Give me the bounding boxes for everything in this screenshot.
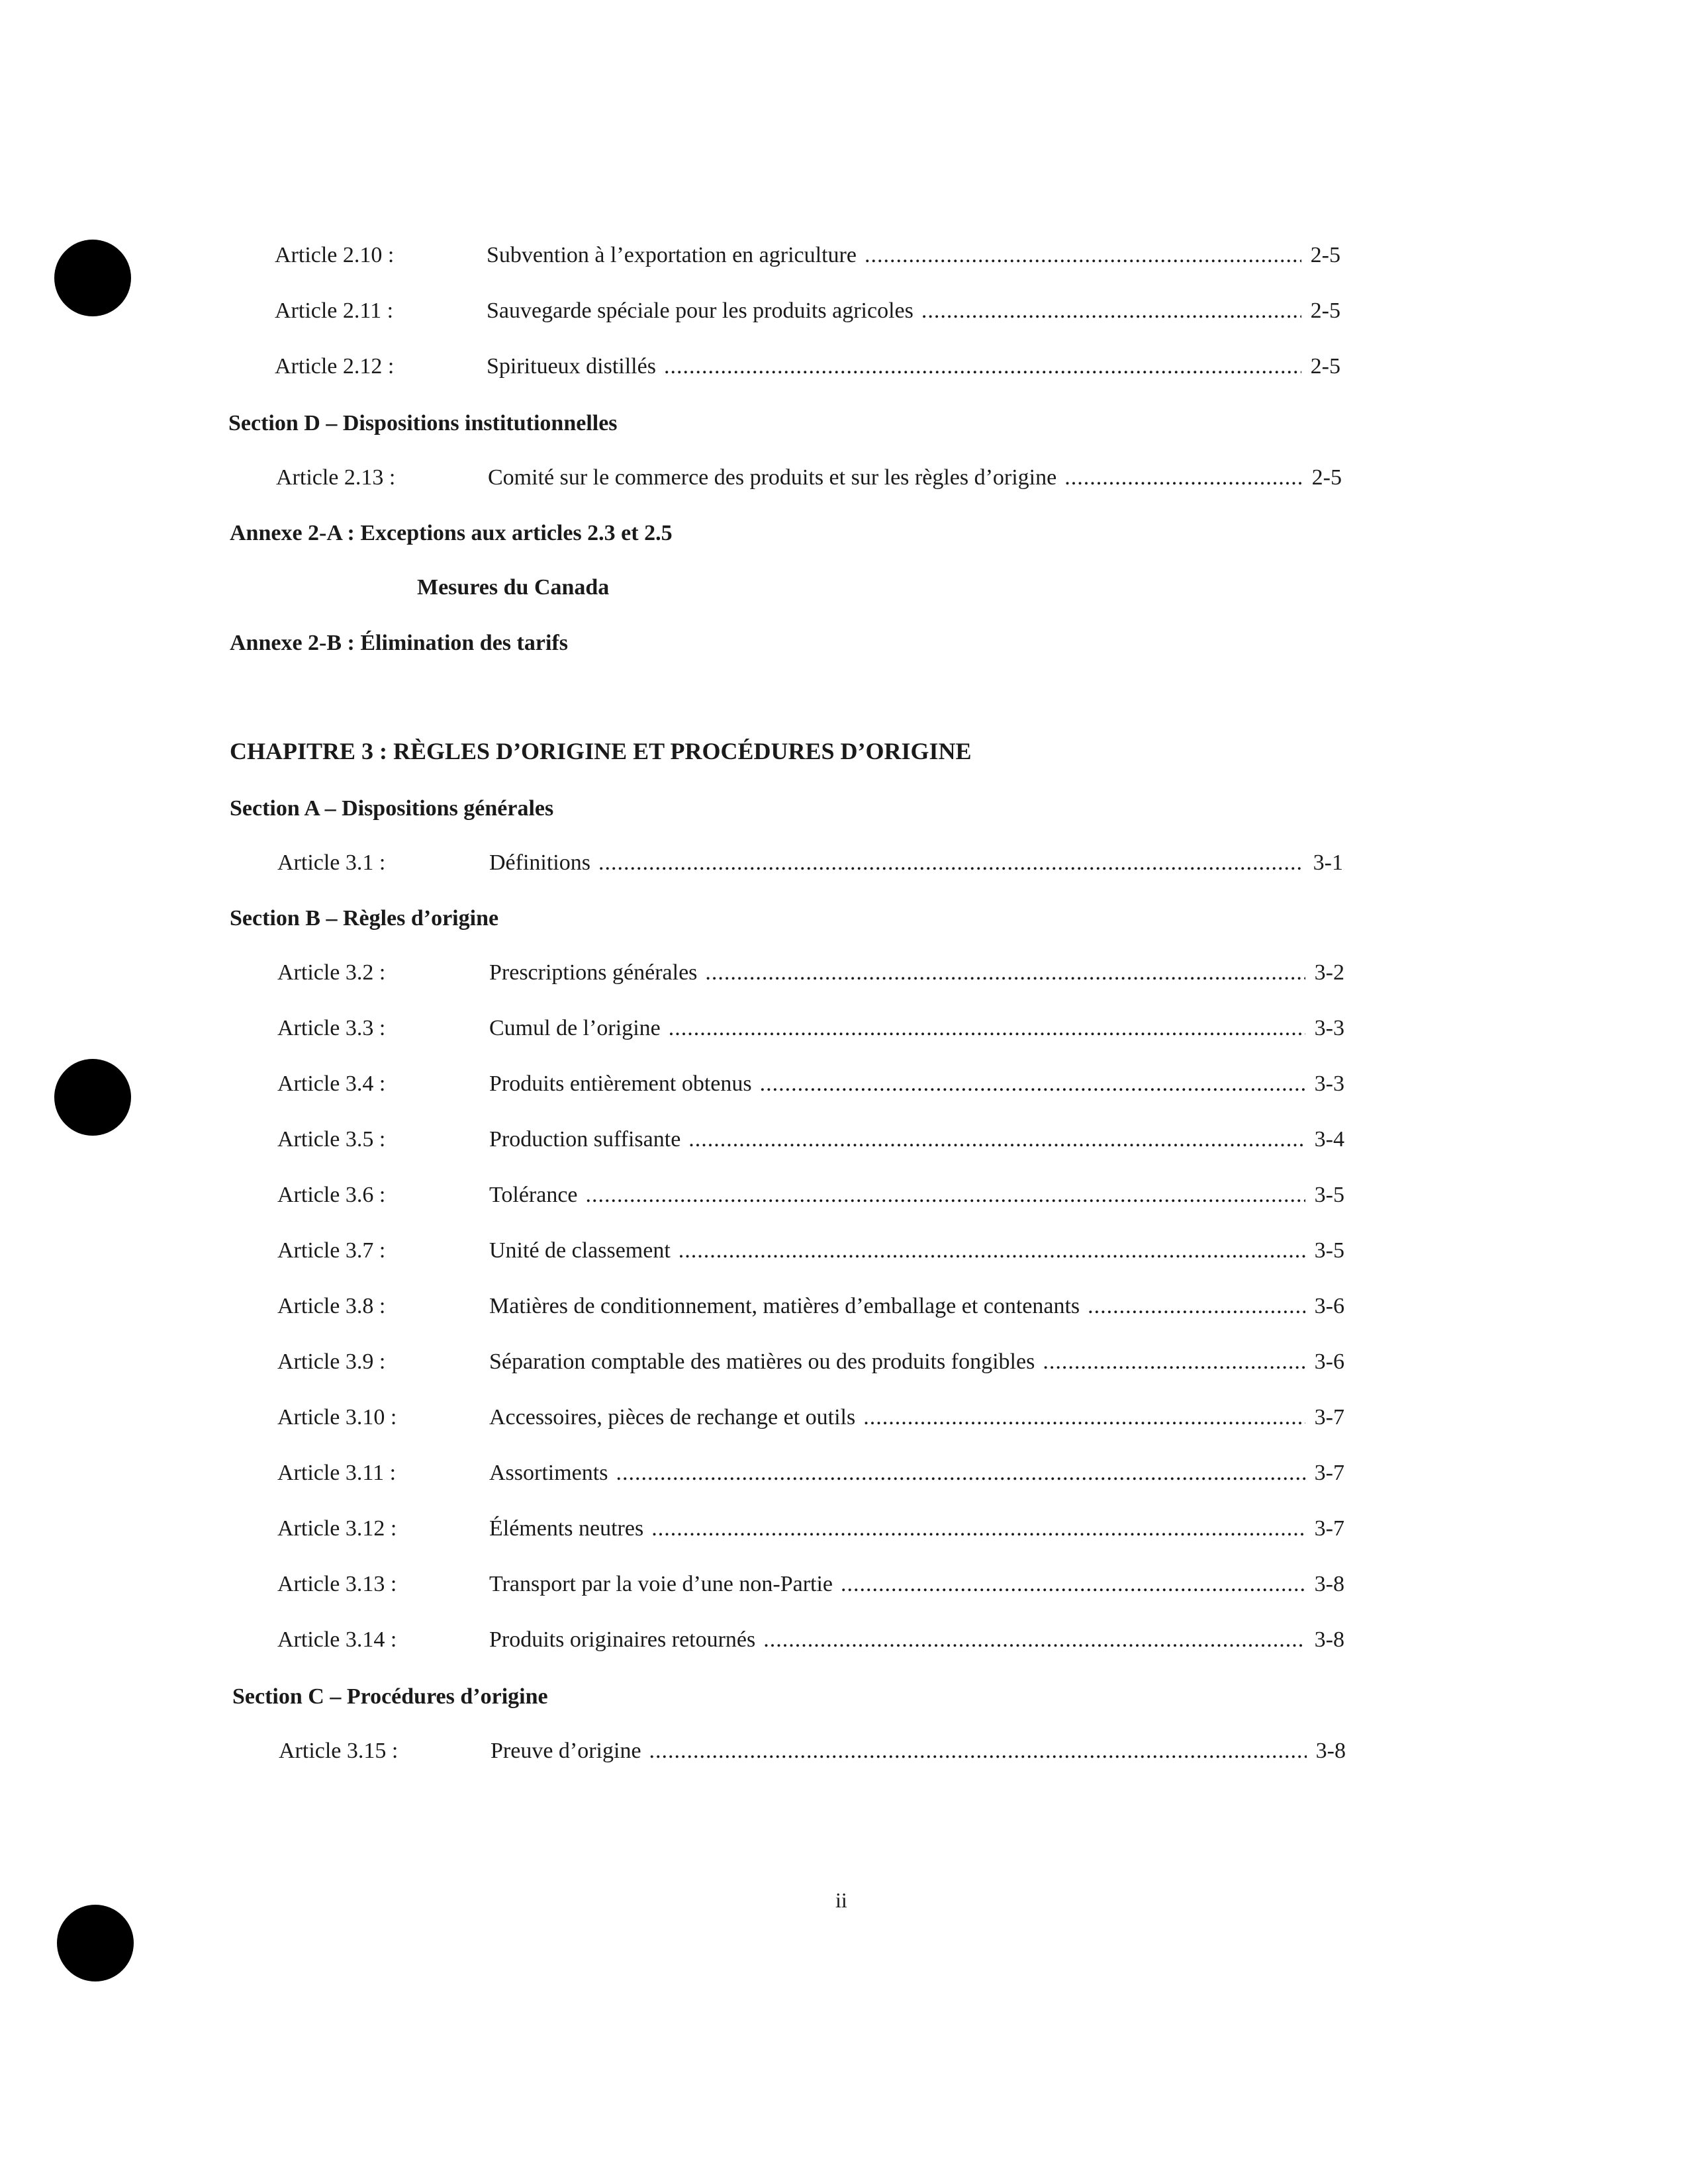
article-number: Article 3.9 : bbox=[277, 1349, 386, 1374]
page-reference: 3-8 bbox=[1314, 1572, 1344, 1596]
toc-entry bbox=[277, 1293, 1344, 1320]
article-title: Prescriptions générales bbox=[489, 960, 698, 985]
article-number: Article 3.13 : bbox=[277, 1572, 397, 1596]
toc-entry bbox=[277, 1571, 1344, 1598]
dot-leader bbox=[705, 960, 1305, 986]
punch-hole bbox=[54, 1059, 131, 1136]
dot-leader bbox=[586, 1182, 1305, 1208]
toc-entry bbox=[279, 1738, 1346, 1764]
toc-entry bbox=[275, 353, 1340, 380]
toc-entry bbox=[276, 465, 1342, 491]
toc-entry bbox=[277, 1516, 1344, 1542]
article-title: Définitions bbox=[489, 850, 590, 875]
dot-leader bbox=[1043, 1349, 1305, 1375]
article-title: Produits entièrement obtenus bbox=[489, 1071, 752, 1096]
dot-leader bbox=[863, 1404, 1305, 1431]
article-number: Article 3.6 : bbox=[277, 1183, 386, 1207]
dot-leader bbox=[865, 242, 1301, 269]
annex-heading: Annexe 2-B : Élimination des tarifs bbox=[230, 631, 568, 655]
page-reference: 2-5 bbox=[1310, 298, 1340, 323]
article-number: Article 3.8 : bbox=[277, 1294, 386, 1318]
article-number: Article 3.11 : bbox=[277, 1461, 397, 1485]
page-reference: 3-8 bbox=[1314, 1627, 1344, 1652]
article-number: Article 3.4 : bbox=[277, 1071, 386, 1096]
chapter-title: CHAPITRE 3 : RÈGLES D’ORIGINE ET PROCÉDURES D’ORIGINE bbox=[230, 738, 972, 764]
section-heading: Section C – Procédures d’origine bbox=[232, 1684, 548, 1709]
dot-leader bbox=[760, 1071, 1305, 1097]
annex-subheading: Mesures du Canada bbox=[417, 575, 610, 600]
article-number: Article 2.13 : bbox=[276, 465, 396, 490]
article-title: Spiritueux distillés bbox=[487, 354, 656, 379]
page-reference: 3-7 bbox=[1314, 1405, 1344, 1430]
article-number: Article 3.7 : bbox=[277, 1238, 386, 1263]
page-reference: 3-4 bbox=[1314, 1127, 1344, 1152]
dot-leader bbox=[679, 1238, 1305, 1264]
toc-entry bbox=[277, 1238, 1344, 1264]
page-reference: 2-5 bbox=[1310, 354, 1340, 379]
page-reference: 3-6 bbox=[1314, 1294, 1344, 1318]
article-number: Article 2.10 : bbox=[275, 243, 395, 267]
section-heading: Section A – Dispositions générales bbox=[230, 796, 554, 821]
article-number: Article 3.14 : bbox=[277, 1627, 397, 1652]
toc-entry bbox=[277, 1627, 1344, 1653]
article-number: Article 3.3 : bbox=[277, 1016, 386, 1040]
toc-entry bbox=[275, 242, 1340, 269]
page-reference: 3-3 bbox=[1314, 1071, 1344, 1096]
toc-entry bbox=[277, 1460, 1344, 1486]
article-title: Cumul de l’origine bbox=[489, 1016, 661, 1040]
dot-leader bbox=[1088, 1293, 1305, 1320]
article-number: Article 3.1 : bbox=[277, 850, 386, 875]
article-title: Produits originaires retournés bbox=[489, 1627, 756, 1652]
toc-entry bbox=[275, 298, 1340, 324]
dot-leader bbox=[651, 1516, 1305, 1542]
page-reference: 3-5 bbox=[1314, 1238, 1344, 1263]
article-title: Sauvegarde spéciale pour les produits agricoles bbox=[487, 298, 914, 323]
dot-leader bbox=[841, 1571, 1305, 1598]
toc-entry bbox=[277, 960, 1344, 986]
article-title: Production suffisante bbox=[489, 1127, 681, 1152]
article-number: Article 3.5 : bbox=[277, 1127, 386, 1152]
dot-leader bbox=[649, 1738, 1307, 1764]
article-title: Accessoires, pièces de rechange et outils bbox=[489, 1405, 856, 1430]
dot-leader bbox=[598, 850, 1304, 876]
toc-entry bbox=[277, 1126, 1344, 1153]
section-heading: Section B – Règles d’origine bbox=[230, 906, 499, 931]
dot-leader bbox=[664, 353, 1301, 380]
annex-heading: Annexe 2-A : Exceptions aux articles 2.3 et 2.5 bbox=[230, 521, 673, 545]
page-reference: 3-5 bbox=[1314, 1183, 1344, 1207]
page-reference: 3-7 bbox=[1314, 1461, 1344, 1485]
dot-leader bbox=[921, 298, 1301, 324]
page-reference: 3-6 bbox=[1314, 1349, 1344, 1374]
article-title: Transport par la voie d’une non-Partie bbox=[489, 1572, 833, 1596]
page-number: ii bbox=[835, 1888, 847, 1912]
dot-leader bbox=[616, 1460, 1305, 1486]
toc-entry bbox=[277, 1349, 1344, 1375]
dot-leader bbox=[669, 1015, 1305, 1042]
page-reference: 3-3 bbox=[1314, 1016, 1344, 1040]
article-number: Article 3.15 : bbox=[279, 1739, 399, 1763]
page-reference: 2-5 bbox=[1310, 243, 1340, 267]
toc-entry bbox=[277, 850, 1343, 876]
toc-entry bbox=[277, 1015, 1344, 1042]
article-number: Article 2.12 : bbox=[275, 354, 395, 379]
toc-entry bbox=[277, 1182, 1344, 1208]
article-title: Éléments neutres bbox=[489, 1516, 644, 1541]
article-title: Subvention à l’exportation en agriculture bbox=[487, 243, 857, 267]
page-reference: 3-8 bbox=[1315, 1739, 1346, 1763]
dot-leader bbox=[763, 1627, 1305, 1653]
article-title: Assortiments bbox=[489, 1461, 608, 1485]
punch-hole bbox=[54, 240, 131, 316]
dot-leader bbox=[688, 1126, 1305, 1153]
page-reference: 2-5 bbox=[1311, 465, 1342, 490]
article-title: Unité de classement bbox=[489, 1238, 671, 1263]
article-title: Séparation comptable des matières ou des produits fongibles bbox=[489, 1349, 1035, 1374]
page-reference: 3-7 bbox=[1314, 1516, 1344, 1541]
article-number: Article 3.10 : bbox=[277, 1405, 397, 1430]
article-title: Preuve d’origine bbox=[491, 1739, 641, 1763]
section-heading: Section D – Dispositions institutionnelles bbox=[228, 411, 618, 435]
article-title: Comité sur le commerce des produits et sur les règles d’origine bbox=[488, 465, 1057, 490]
article-title: Matières de conditionnement, matières d’emballage et contenants bbox=[489, 1294, 1080, 1318]
page-reference: 3-2 bbox=[1314, 960, 1344, 985]
article-number: Article 3.2 : bbox=[277, 960, 386, 985]
toc-entry bbox=[277, 1071, 1344, 1097]
article-number: Article 3.12 : bbox=[277, 1516, 397, 1541]
dot-leader bbox=[1064, 465, 1302, 491]
toc-entry bbox=[277, 1404, 1344, 1431]
article-title: Tolérance bbox=[489, 1183, 578, 1207]
page-reference: 3-1 bbox=[1313, 850, 1343, 875]
punch-hole bbox=[57, 1905, 134, 1981]
article-number: Article 2.11 : bbox=[275, 298, 394, 323]
